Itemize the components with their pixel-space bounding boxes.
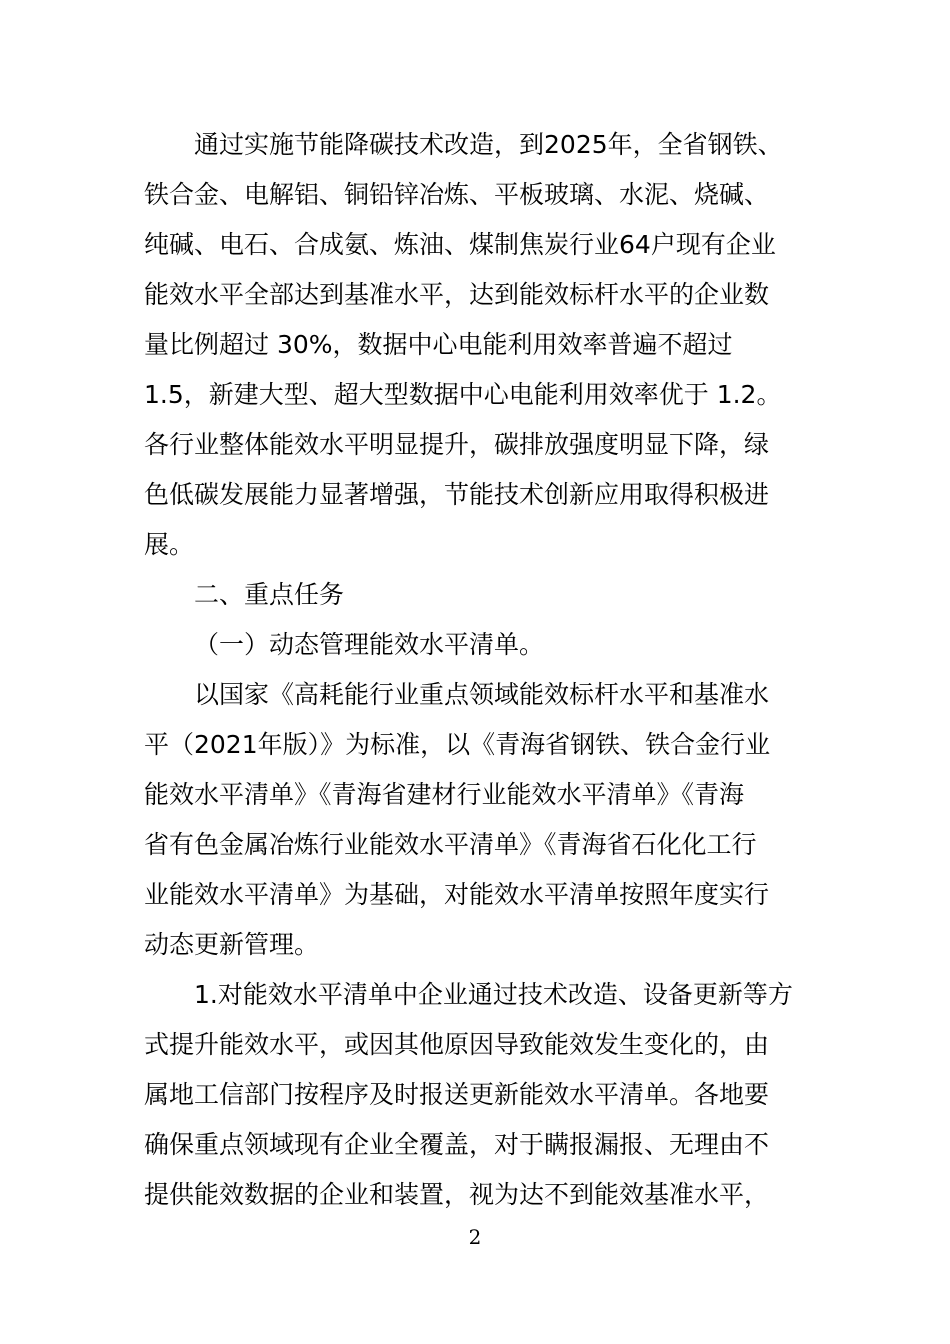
subsection-heading: （一）动态管理能效水平清单。 — [194, 630, 545, 659]
paragraph-line: 铁合金、电解铝、铜铅锌冶炼、平板玻璃、水泥、烧碱、 — [144, 180, 770, 209]
paragraph-line: 展。 — [144, 530, 195, 559]
paragraph-line: 确保重点领域现有企业全覆盖，对于瞒报漏报、无理由不 — [144, 1130, 770, 1159]
paragraph-line: 通过实施节能降碳技术改造，到2025年，全省钢铁、 — [194, 130, 783, 159]
page-number: 2 — [468, 1225, 482, 1249]
paragraph-line: 能效水平清单》《青海省建材行业能效水平清单》《青海 — [144, 780, 745, 809]
paragraph-line: 属地工信部门按程序及时报送更新能效水平清单。各地要 — [144, 1080, 770, 1109]
paragraph-line: 色低碳发展能力显著增强，节能技术创新应用取得积极进 — [144, 480, 770, 509]
paragraph-line: 动态更新管理。 — [144, 930, 320, 959]
paragraph-line: 业能效水平清单》为基础，对能效水平清单按照年度实行 — [144, 880, 770, 909]
paragraph-line: 省有色金属冶炼行业能效水平清单》《青海省石化化工行 — [144, 830, 757, 859]
paragraph-line: 1.对能效水平清单中企业通过技术改造、设备更新等方 — [194, 980, 793, 1009]
paragraph-line: 以国家《高耗能行业重点领域能效标杆水平和基准水 — [194, 680, 770, 709]
paragraph-line: 各行业整体能效水平明显提升，碳排放强度明显下降，绿 — [144, 430, 770, 459]
section-heading: 二、重点任务 — [194, 580, 345, 609]
paragraph-line: 平（2021年版）》为标准，以《青海省钢铁、铁合金行业 — [144, 730, 771, 759]
paragraph-line: 能效水平全部达到基准水平，达到能效标杆水平的企业数 — [144, 280, 770, 309]
paragraph-line: 1.5，新建大型、超大型数据中心电能利用效率优于 1.2。 — [144, 380, 782, 409]
paragraph-line: 式提升能效水平，或因其他原因导致能效发生变化的，由 — [144, 1030, 770, 1059]
paragraph-line: 提供能效数据的企业和装置，视为达不到能效基准水平， — [144, 1180, 770, 1209]
paragraph-line: 量比例超过 30%，数据中心电能利用效率普遍不超过 — [144, 330, 733, 359]
paragraph-line: 纯碱、电石、合成氨、炼油、煤制焦炭行业64户现有企业 — [144, 230, 776, 259]
